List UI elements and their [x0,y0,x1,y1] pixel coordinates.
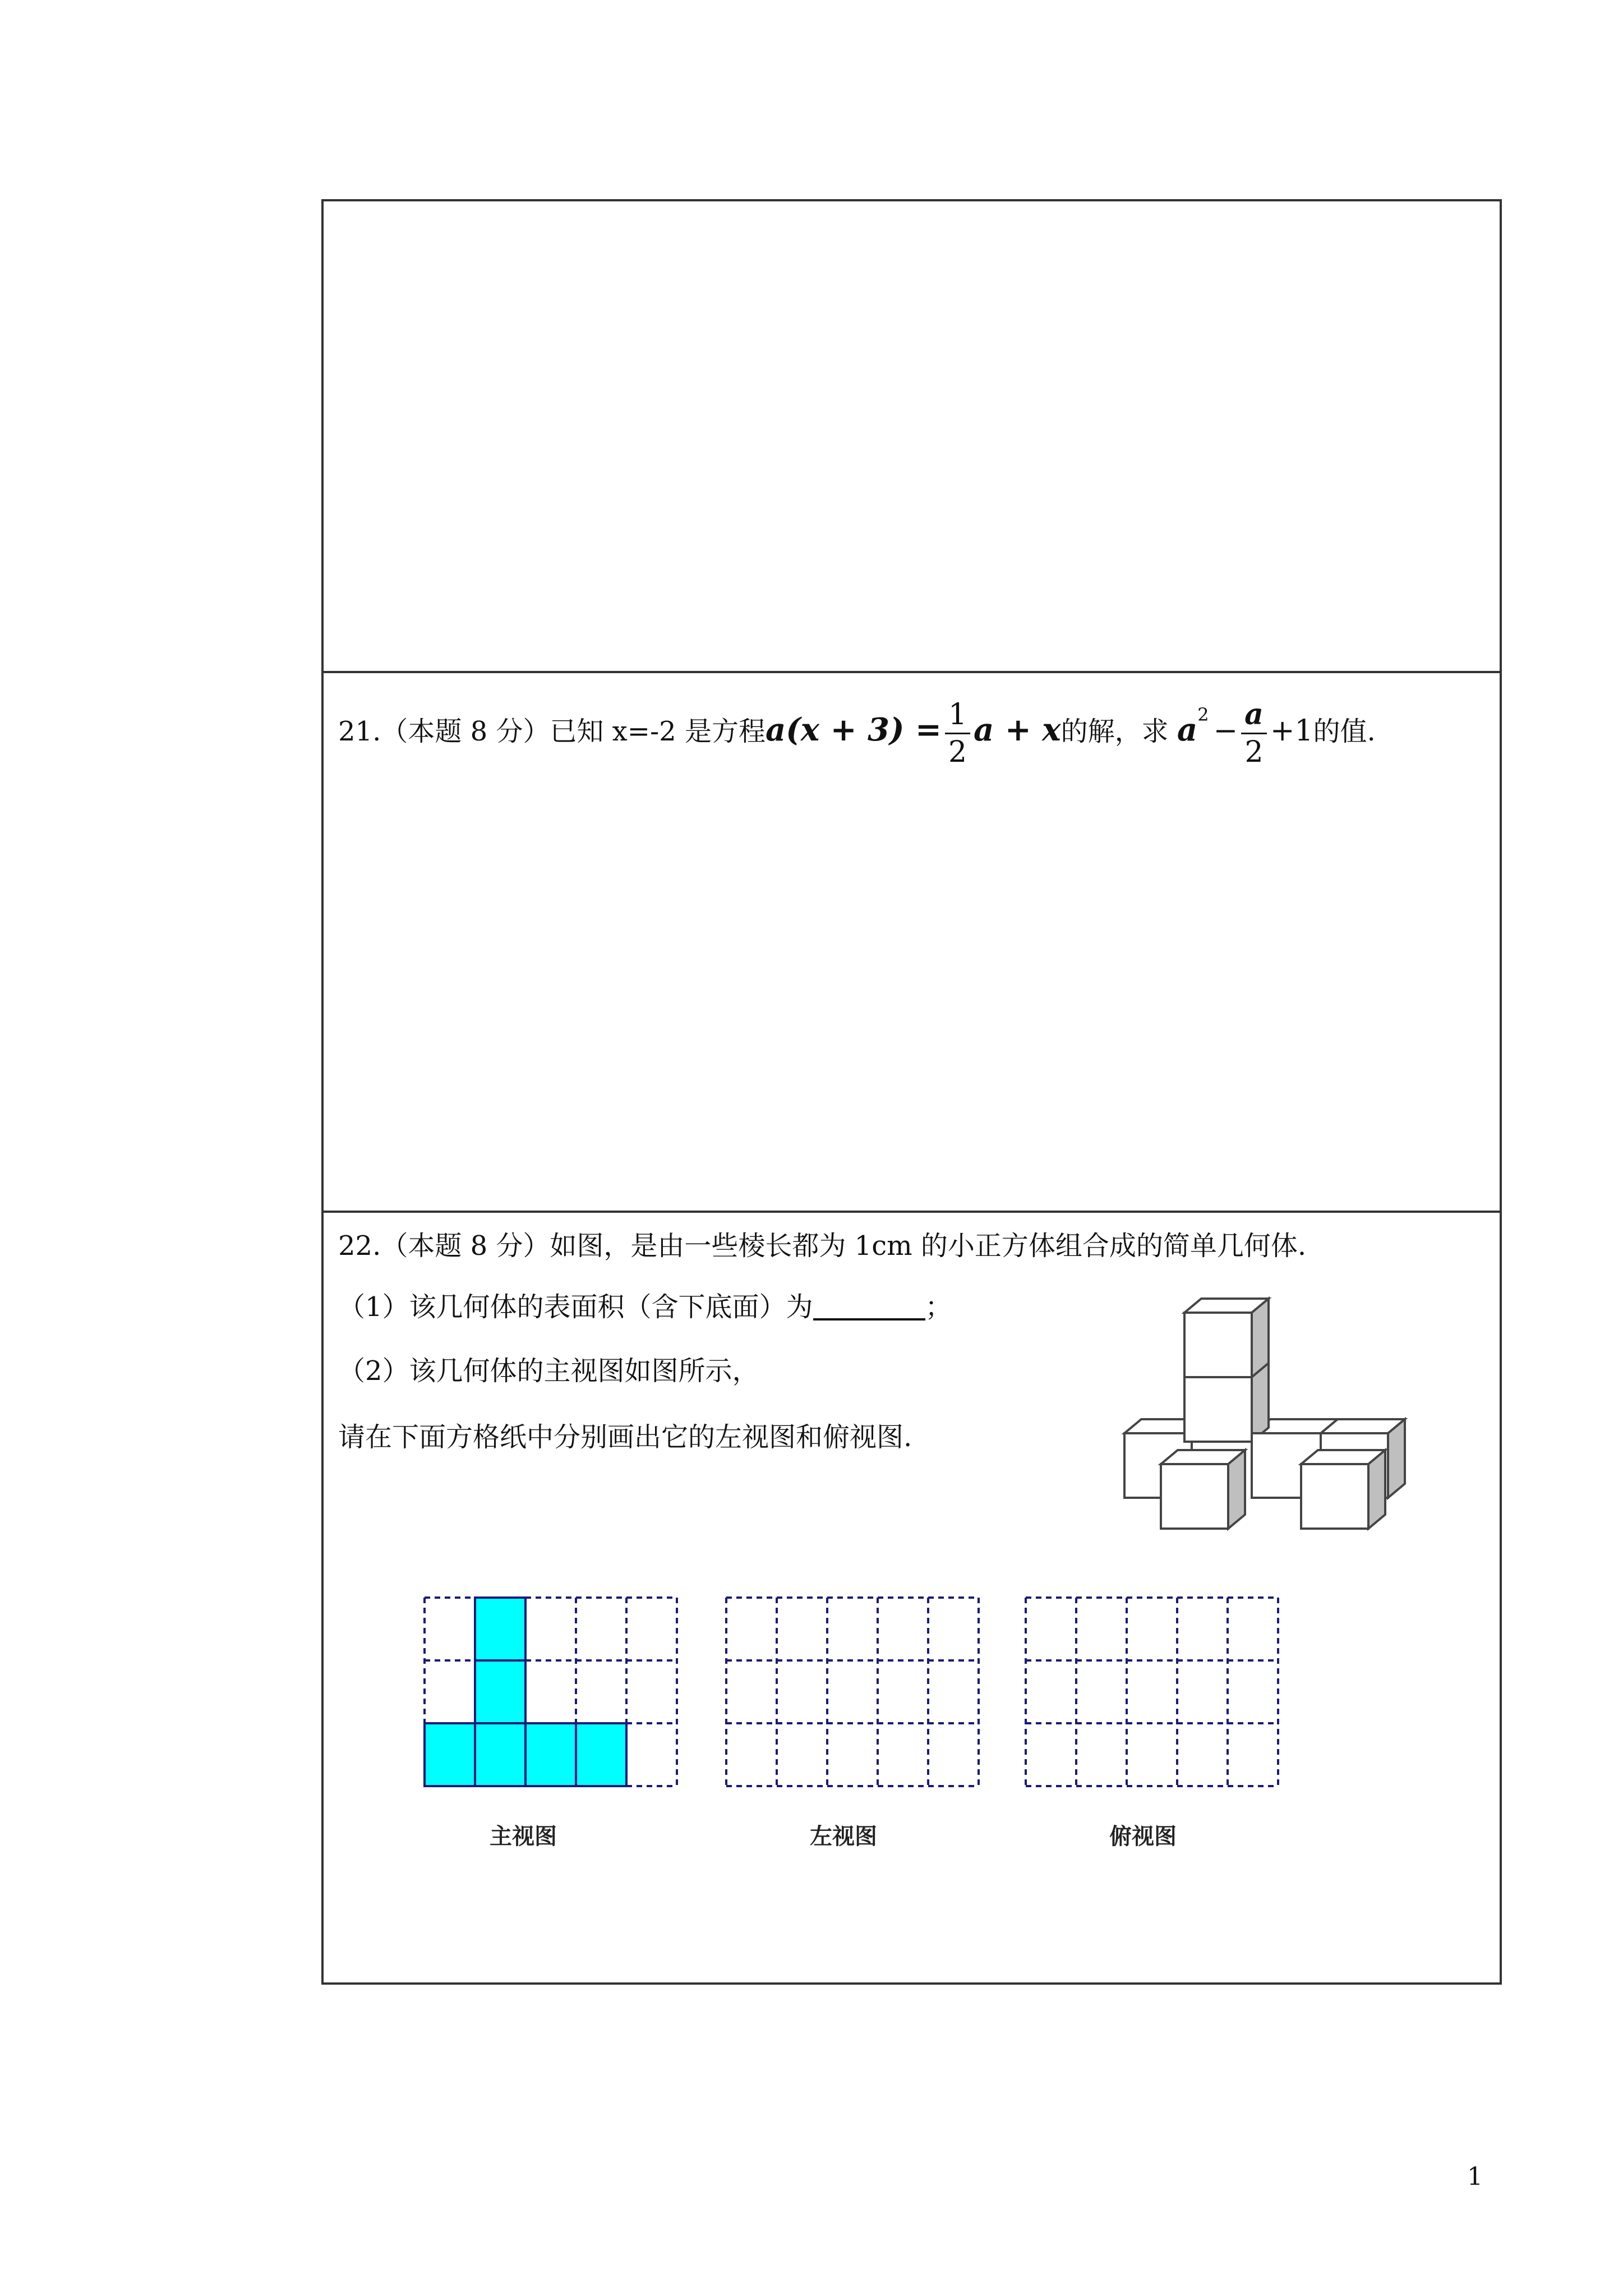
q21-middle: 的解，求 [1061,716,1169,747]
grid-label-left: 左视图 [810,1824,877,1849]
grid-top[interactable] [1026,1598,1278,1786]
q22-part1-prefix: （1）该几何体的表面积（含下底面）为 [338,1291,813,1323]
filled-cell [475,1660,525,1723]
grid-front[interactable] [425,1598,677,1786]
q21-frac1-num: 1 [945,700,970,734]
filled-cell [475,1723,525,1786]
q21-frac2-num: a [1241,700,1267,734]
q21-suffix: 的值. [1313,716,1376,747]
q21-frac1-den: 2 [948,735,967,769]
q21-frac2-den: 2 [1244,735,1264,769]
grid-label-top: 俯视图 [1109,1824,1177,1849]
filled-cell [425,1723,475,1786]
page-number: 1 [1467,2162,1483,2191]
filled-cell [525,1723,576,1786]
q21-expr-tail: +1 [1270,714,1313,748]
grid-label-front: 主视图 [490,1824,557,1849]
q21-eq-rhs: a + x [974,711,1061,748]
filled-cell [475,1598,525,1660]
filled-cell [576,1723,626,1786]
q21-eq-lhs: a(x + 3) = [765,711,942,748]
q22-part2: （2）该几何体的主视图如图所示， [338,1355,759,1387]
q22-title: 22.（本题 8 分）如图，是由一些棱长都为 1cm 的小正方体组合成的简单几何体. [338,1230,1307,1262]
q22-part1-suffix: ； [925,1291,952,1323]
q21-expr-sup: 2 [1197,704,1209,725]
q21-expr-minus: − [1213,714,1238,748]
q21-expr-a: a [1177,711,1198,748]
grid-left[interactable] [726,1598,979,1786]
q22-instruction: 请在下面方格纸中分别画出它的左视图和俯视图. [338,1421,912,1453]
q21-prefix: 21.（本题 8 分）已知 x=-2 是方程 [338,716,766,747]
